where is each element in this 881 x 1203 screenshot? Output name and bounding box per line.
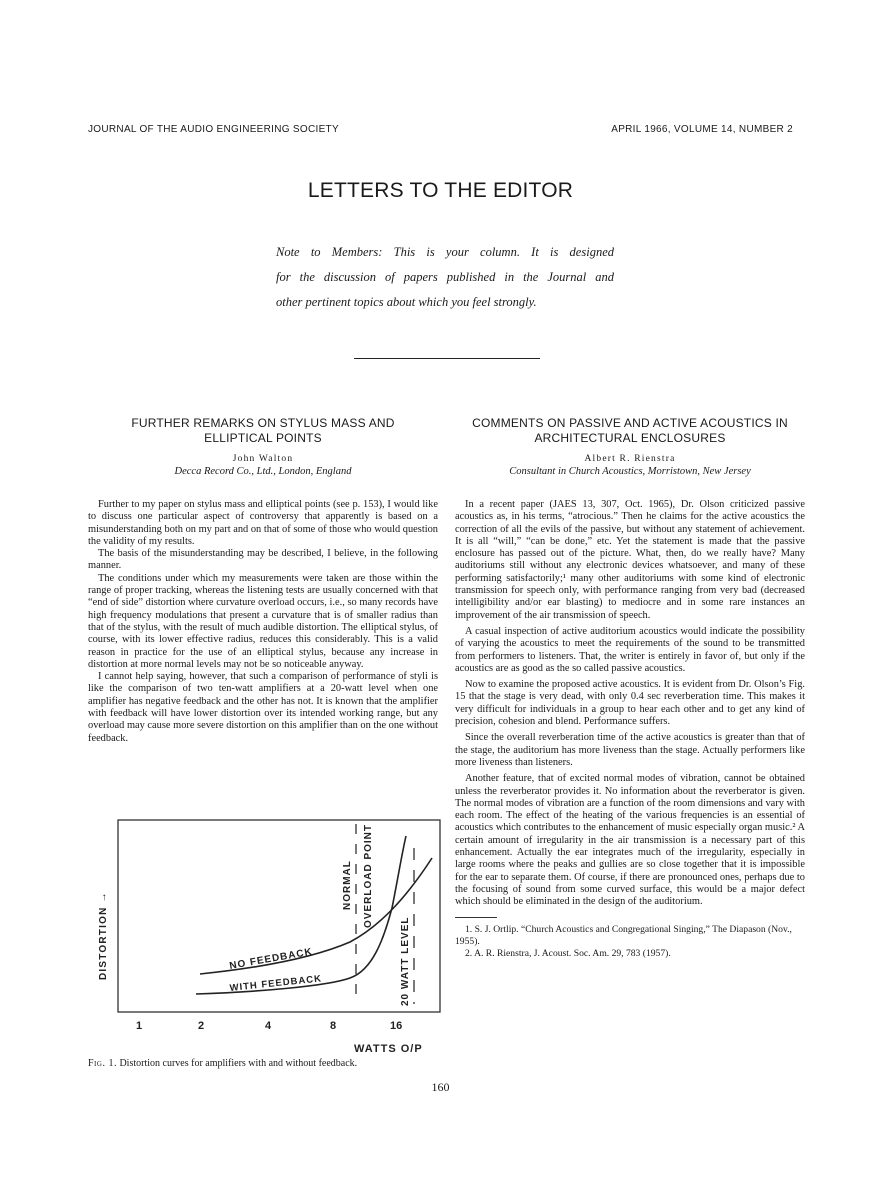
footnote-rule	[455, 917, 497, 918]
caption-prefix: Fig. 1.	[88, 1058, 117, 1069]
left-article	[88, 416, 438, 745]
normal-label: NORMAL	[342, 860, 353, 910]
paragraph: In a recent paper (JAES 13, 307, Oct. 1965), Dr. Olson criticized passive acoustics as, in his terms, “atrocious.” Then he claims for the active acoustics the correction of all the evils of the passive, but without any statement of achievement. It is all “will,” “can be done,” etc. Yet the statement is made that the passive enclosure has passed out of the picture. What, then, do we really have? Many auditoriums still without any electronic devices whatsoever, and many of these performing satisfactorily;¹ many other auditoriums with some kind of electronic transmission for speech only, with performance ranging from very bad (decreased intelligibility and/or ear blasting) to mediocre and in some rare instances an improvement of the air transmission of speech.	[455, 499, 805, 621]
x-tick: 4	[265, 1020, 272, 1032]
x-tick: 1	[136, 1020, 143, 1032]
article-author: John Walton	[232, 454, 294, 464]
paragraph: The basis of the misunderstanding may be described, I believe, in the following manner.	[88, 548, 438, 572]
distortion-figure	[88, 818, 450, 1056]
note-line: Note to Members: This is your column. It is designed	[276, 245, 614, 259]
figure-caption	[88, 1058, 448, 1069]
section-divider	[354, 358, 540, 359]
twenty-watt-label: 20 WATT LEVEL	[400, 916, 411, 1006]
article-body	[455, 499, 805, 909]
caption-text: Distortion curves for amplifiers with and without feedback.	[119, 1058, 358, 1069]
article-affiliation: Decca Record Co., Ltd., London, England	[174, 466, 352, 477]
x-tick: 8	[330, 1020, 337, 1032]
paragraph: Another feature, that of excited normal modes of vibration, cannot be obtained unless the reverberator provides it. No information about the reverberator is given. The normal modes of vibration are a function of the room dimensions and vary with each room. The effect of the heating of the various frequencies is an essential of acoustics which contributes to the enhancement of music especially organ music.² A certain amount of irregularity in the air transmission is a necessary part of this enhancement. Actually the ear integrates much of the irregularity, especially in large rooms where the peaks and gullies are so close together that it is impossible for the ear to separate them. Of course, if there are pronounced ones, perhaps due to the focusing of sound from some curved surface, this would be a major defect which should be eliminated in the design of the auditorium.	[455, 773, 805, 908]
article-heading	[455, 416, 805, 446]
no-feedback-curve	[200, 858, 432, 974]
footnote: 2. A. R. Rienstra, J. Acoust. Soc. Am. 29, 783 (1957).	[465, 947, 671, 959]
no-feedback-label: NO FEEDBACK	[228, 946, 314, 972]
heading-line: COMMENTS ON PASSIVE AND ACTIVE ACOUSTICS IN	[472, 416, 788, 430]
paragraph: Since the overall reverberation time of the active acoustics is greater than that of the stage, the auditorium has more liveness than the stage. Actually performers like more liveness than listeners.	[455, 732, 805, 768]
overload-point-label: OVERLOAD POINT	[363, 823, 374, 928]
note-to-members	[276, 240, 614, 315]
heading-line: ARCHITECTURAL ENCLOSURES	[534, 431, 726, 445]
heading-line: FURTHER REMARKS ON STYLUS MASS AND	[131, 416, 395, 430]
paragraph: A casual inspection of active auditorium acoustics would indicate the possibility of varying the acoustics to meet the requirements of the sound to be transmitted from performers to listeners. That, the writer is entirely in favor of, but only if the acoustics are as good as the so called passive acoustics.	[455, 625, 805, 674]
footnotes	[455, 917, 805, 960]
footnote: 1. S. J. Ortlip. “Church Acoustics and Congregational Singing,” The Diapason (Nov., 1955).	[455, 923, 792, 947]
article-author: Albert R. Rienstra	[584, 454, 676, 464]
heading-line: ELLIPTICAL POINTS	[204, 431, 322, 445]
paragraph: I cannot help saying, however, that such a comparison of performance of styli is like the comparison of two ten-watt amplifiers at a 20-watt level when one amplifier has negative feedback and the other has not. It is known that the amplifier with feedback will have lower distortion over its intended working range, but any overload may cause more severe distortion on this amplifier than on the one without feedback.	[88, 671, 439, 744]
y-axis-label: DISTORTION →	[98, 891, 109, 980]
paragraph: Now to examine the proposed active acoustics. It is evident from Dr. Olson’s Fig. 15 that the stage is very dead, with only 0.4 sec reverberation time. This makes it very difficult for individuals in a group to hear each other and to get any kind of precision, cohesion and blend. Performance suffers.	[455, 679, 805, 728]
paragraph: Further to my paper on stylus mass and elliptical points (see p. 153), I would like to discuss one particular aspect of controversy that apparently is based on a misunderstanding both on my part and on that of some of those who would question the validity of my results.	[88, 499, 438, 547]
paragraph: The conditions under which my measurements were taken are those within the range of proper tracking, whereas the listening tests are usually concerned with that “end of side” distortion where curvature overload occurs, i.e., so many records have high frequency modulations that present a curvature that is of smaller radius than that of the stylus, with the result of much audible distortion. The elliptical stylus, of course, with its lower effective radius, reduces this considerably. This is a valid reason in practice for the use of an elliptical stylus, because any increase in distortion at more normal levels may not be so noticeable anyway.	[88, 572, 438, 670]
x-axis-label: WATTS O/P	[354, 1043, 423, 1055]
article-heading	[88, 416, 438, 446]
note-line: for the discussion of papers published in the Journal and	[276, 270, 614, 284]
issue-info: APRIL 1966, VOLUME 14, NUMBER 2	[611, 124, 793, 135]
with-feedback-label: WITH FEEDBACK	[229, 973, 323, 994]
note-line: other pertinent topics about which you feel strongly.	[276, 295, 537, 309]
right-article	[455, 416, 805, 960]
x-tick: 16	[390, 1020, 403, 1032]
page-title: LETTERS TO THE EDITOR	[307, 179, 574, 202]
article-body	[88, 499, 438, 745]
article-affiliation: Consultant in Church Acoustics, Morristown, New Jersey	[509, 466, 751, 477]
page-number: 160	[431, 1080, 450, 1094]
x-tick: 2	[198, 1020, 205, 1032]
journal-name: JOURNAL OF THE AUDIO ENGINEERING SOCIETY	[88, 124, 339, 135]
